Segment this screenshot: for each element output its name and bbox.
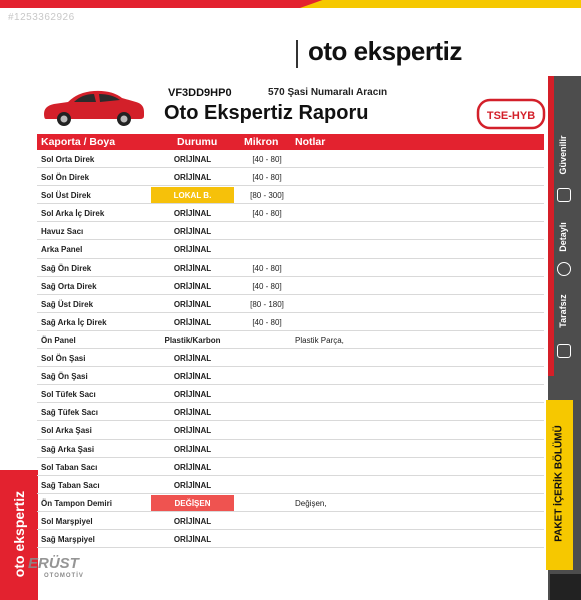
row-note: Değişen, xyxy=(295,498,327,508)
row-micron: [40 - 80] xyxy=(252,317,282,327)
row-part: Ön Panel xyxy=(41,335,76,345)
table-row xyxy=(37,476,544,494)
row-part: Sağ Arka İç Direk xyxy=(41,317,107,327)
table-row xyxy=(37,494,544,512)
tse-hyb-badge xyxy=(476,94,548,134)
row-part: Sağ Üst Direk xyxy=(41,299,94,309)
brand-divider xyxy=(296,40,298,68)
table-row xyxy=(37,259,544,277)
table-row xyxy=(37,168,544,186)
table-row xyxy=(37,240,544,258)
table-row xyxy=(37,530,544,548)
report-title: Oto Ekspertiz Raporu xyxy=(164,102,369,124)
row-part: Sol Marşpiyel xyxy=(41,516,93,526)
row-micron: [40 - 80] xyxy=(252,209,282,219)
row-part: Sol Üst Direk xyxy=(41,191,91,201)
table-row xyxy=(37,222,544,240)
table-row xyxy=(37,295,544,313)
row-status: ORİJİNAL xyxy=(173,227,212,237)
row-status: DEĞİŞEN xyxy=(174,498,211,508)
row-micron: [80 - 300] xyxy=(250,191,284,201)
top-yellow-bar xyxy=(300,0,581,8)
sidebar-label-tarafsiz: Tarafsız xyxy=(558,294,568,328)
shield-icon xyxy=(557,188,571,202)
paket-icerik-label: PAKET İÇERİK BÖLÜMÜ xyxy=(553,425,565,542)
row-status: ORİJİNAL xyxy=(173,516,212,526)
table-row xyxy=(37,150,544,168)
row-micron: [80 - 180] xyxy=(250,299,284,309)
row-part: Havuz Sacı xyxy=(41,227,84,237)
row-status: ORİJİNAL xyxy=(173,317,212,327)
table-row xyxy=(37,313,544,331)
row-status: Plastik/Karbon xyxy=(164,335,221,345)
row-micron: [40 - 80] xyxy=(252,155,282,164)
row-part: Sağ Tüfek Sacı xyxy=(41,408,98,418)
row-micron: [40 - 80] xyxy=(252,263,282,273)
table-row xyxy=(37,204,544,222)
table-row xyxy=(37,458,544,476)
row-status: ORİJİNAL xyxy=(173,299,212,309)
row-part: Sağ Ön Şasi xyxy=(41,372,88,382)
dealer-watermark-logo: ERÜST xyxy=(28,555,79,572)
inspection-table xyxy=(37,134,544,548)
row-part: Sağ Ön Direk xyxy=(41,263,92,273)
row-part: Sol Ön Şasi xyxy=(41,354,86,364)
row-part: Sağ Taban Sacı xyxy=(41,480,100,490)
header-note: Notlar xyxy=(295,136,326,148)
row-part: Sol Ön Direk xyxy=(41,173,90,183)
row-status: ORİJİNAL xyxy=(173,480,212,490)
dealer-watermark-sub: OTOMOTİV xyxy=(44,573,84,579)
row-status: ORİJİNAL xyxy=(173,426,212,436)
table-row xyxy=(37,349,544,367)
row-part: Sağ Arka Şasi xyxy=(41,444,95,454)
row-status: ORİJİNAL xyxy=(173,281,212,291)
car-icon xyxy=(38,84,148,128)
row-part: Sol Taban Sacı xyxy=(41,462,98,472)
image-id-watermark: #1253362926 xyxy=(8,12,75,23)
table-body xyxy=(37,150,544,548)
row-status: ORİJİNAL xyxy=(173,444,212,454)
tse-hyb-badge-text: TSE-HYB xyxy=(486,110,536,122)
row-status: ORİJİNAL xyxy=(173,372,212,382)
row-part: Ön Tampon Demiri xyxy=(41,498,112,508)
row-part: Sol Orta Direk xyxy=(41,155,95,164)
sidebar-label-guvenilir: Güvenilir xyxy=(558,135,568,175)
row-micron: [40 - 80] xyxy=(252,281,282,291)
row-status: ORİJİNAL xyxy=(173,245,212,255)
row-status: ORİJİNAL xyxy=(173,390,212,400)
left-brand-text: oto ekspertiz xyxy=(11,490,27,578)
table-row xyxy=(37,385,544,403)
row-note: Plastik Parça, xyxy=(295,335,344,345)
row-part: Sağ Orta Direk xyxy=(41,281,97,291)
row-part: Sol Tüfek Sacı xyxy=(41,390,96,400)
row-status: ORİJİNAL xyxy=(173,462,212,472)
header-part: Kaporta / Boya xyxy=(41,136,116,148)
magnifier-icon xyxy=(557,262,571,276)
row-status: ORİJİNAL xyxy=(173,354,212,364)
row-status: ORİJİNAL xyxy=(173,155,212,164)
row-status: ORİJİNAL xyxy=(173,534,212,544)
row-part: Arka Panel xyxy=(41,245,83,255)
table-row xyxy=(37,440,544,458)
brand-logo-text: oto ekspertiz xyxy=(308,36,462,66)
table-row xyxy=(37,367,544,385)
table-row xyxy=(37,277,544,295)
row-status: ORİJİNAL xyxy=(173,173,212,183)
row-part: Sağ Marşpiyel xyxy=(41,534,95,544)
vin-number: VF3DD9HP0 xyxy=(168,87,232,99)
row-status: ORİJİNAL xyxy=(173,263,212,273)
header-micron: Mikron xyxy=(244,136,279,148)
scale-icon xyxy=(557,344,571,358)
table-row xyxy=(37,512,544,530)
corner-block xyxy=(550,574,581,600)
table-row xyxy=(37,403,544,421)
table-row xyxy=(37,186,544,204)
row-status: ORİJİNAL xyxy=(173,209,212,219)
row-micron: [40 - 80] xyxy=(252,173,282,183)
top-red-bar xyxy=(0,0,330,8)
row-part: Sol Arka İç Direk xyxy=(41,209,105,219)
table-row xyxy=(37,421,544,439)
sidebar-label-detayli: Detaylı xyxy=(558,222,568,252)
vin-caption: 570 Şasi Numaralı Aracın xyxy=(268,87,388,98)
header-status: Durumu xyxy=(177,136,218,148)
row-status: LOKAL B. xyxy=(173,191,212,201)
row-status: ORİJİNAL xyxy=(173,408,212,418)
sidebar-red-strip xyxy=(548,76,554,376)
table-header xyxy=(37,134,544,150)
table-row xyxy=(37,331,544,349)
row-part: Sol Arka Şasi xyxy=(41,426,92,436)
